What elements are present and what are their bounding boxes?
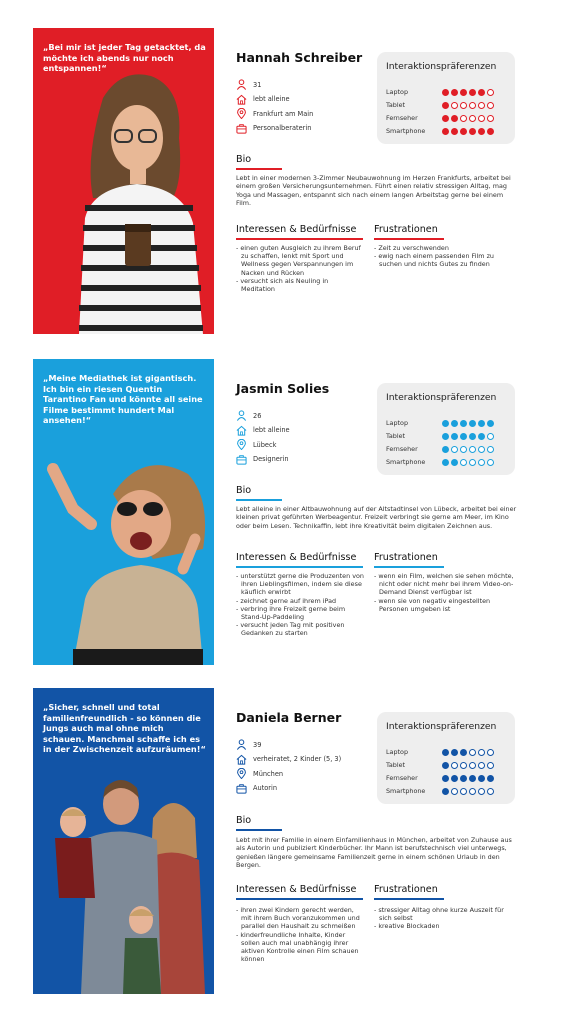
frustration-item: - Zeit zu verschwenden xyxy=(374,244,449,252)
fact-living-value: lebt alleine xyxy=(253,426,290,434)
rating-dot-filled xyxy=(487,775,494,782)
interests-heading: Interessen & Bedürfnisse xyxy=(236,224,357,235)
interests-underline xyxy=(236,898,363,900)
rating-dot-filled xyxy=(460,433,467,440)
briefcase-icon xyxy=(236,783,247,794)
rating-dot-filled xyxy=(442,446,449,453)
interests-list xyxy=(236,572,364,638)
pref-label: Laptop xyxy=(386,88,409,96)
pref-rating xyxy=(442,89,496,96)
rating-dot-filled xyxy=(460,128,467,135)
pref-row xyxy=(386,430,510,442)
fact-job-value: Personalberaterin xyxy=(253,124,312,132)
persona-name: Hannah Schreiber xyxy=(236,50,363,65)
pref-row xyxy=(386,99,510,111)
rating-dot-empty xyxy=(451,788,458,795)
bio-underline xyxy=(236,499,282,501)
rating-dot-empty xyxy=(460,446,467,453)
rating-dot-empty xyxy=(487,762,494,769)
rating-dot-empty xyxy=(460,115,467,122)
fact-job xyxy=(236,453,290,466)
rating-dot-filled xyxy=(451,89,458,96)
briefcase-icon xyxy=(236,123,247,134)
frustrations-list xyxy=(374,572,516,613)
rating-dot-filled xyxy=(460,749,467,756)
rating-dot-empty xyxy=(478,788,485,795)
fact-age xyxy=(236,78,313,91)
rating-dot-filled xyxy=(451,459,458,466)
fact-age-value: 39 xyxy=(253,740,262,749)
fact-living xyxy=(236,93,313,106)
fact-city-value: München xyxy=(253,769,284,778)
interests-underline xyxy=(236,238,363,240)
fact-living-value: verheiratet, 2 Kinder (5, 3) xyxy=(253,755,342,763)
pref-row xyxy=(386,443,510,455)
rating-dot-filled xyxy=(460,775,467,782)
pref-rating xyxy=(442,775,496,782)
pref-label: Laptop xyxy=(386,748,409,756)
persona-quote: „Bei mir ist jeder Tag getacktet, da möchte ich abends nur noch entspannen!“ xyxy=(43,42,206,74)
pref-label: Tablet xyxy=(386,432,406,440)
rating-dot-filled xyxy=(451,115,458,122)
interaction-preferences xyxy=(377,52,515,144)
frustration-item: - wenn sie von negativ eingestellten Personen umgeben ist xyxy=(374,596,491,613)
rating-dot-empty xyxy=(469,788,476,795)
frustration-item: - ewig nach einem passenden Film zu suchen und nichts Gutes zu finden xyxy=(374,252,494,269)
rating-dot-filled xyxy=(442,433,449,440)
interest-item: - versucht sich als Neuling in Meditation xyxy=(236,276,329,294)
frustrations-list xyxy=(374,906,516,931)
house-icon xyxy=(236,94,247,105)
person-icon xyxy=(236,410,247,421)
rating-dot-filled xyxy=(451,128,458,135)
frustrations-heading: Frustrationen xyxy=(374,552,438,563)
interest-item: - ihren zwei Kindern gerecht werden, mit ihrem Buch voranzukommen und parallel den Haushalt zu schmeißen xyxy=(236,906,360,931)
interests-heading: Interessen & Bedürfnisse xyxy=(236,552,357,563)
persona-quote: „Meine Mediathek ist gigantisch. Ich bin ein riesen Quentin Tarantino Fan und könnte all seine Filme bestimmt hundert Mal ansehen!“ xyxy=(43,373,203,426)
pref-rating xyxy=(442,762,496,769)
frustration-item: - stressiger Alltag ohne kurze Auszeit für sich selbst xyxy=(374,906,504,923)
fact-living xyxy=(236,753,341,766)
fact-city xyxy=(236,767,341,780)
pref-rating xyxy=(442,128,496,135)
rating-dot-filled xyxy=(451,420,458,427)
location-pin-icon xyxy=(236,439,247,450)
house-icon xyxy=(236,425,247,436)
pref-label: Tablet xyxy=(386,101,406,109)
pref-label: Smartphone xyxy=(386,458,426,466)
rating-dot-empty xyxy=(478,446,485,453)
pref-row xyxy=(386,417,510,429)
fact-job-value: Autorin xyxy=(253,784,278,792)
pref-label: Fernseher xyxy=(386,445,418,453)
fact-job xyxy=(236,122,313,135)
rating-dot-empty xyxy=(487,89,494,96)
persona-photo xyxy=(33,359,214,665)
fact-age xyxy=(236,738,341,751)
rating-dot-empty xyxy=(460,102,467,109)
bio-text: Lebt in einer modernen 3-Zimmer Neubauwohnung im Herzen Frankfurts, arbeitet bei einem großen Versicherungsunternehmen. Führt einen relativ stressigen Alltag, mag Yoga und Massagen, entspannt sich nach einem langen Arbeitstag gerne bei einem Film. xyxy=(236,174,511,208)
rating-dot-filled xyxy=(442,762,449,769)
pref-row xyxy=(386,759,510,771)
rating-dot-filled xyxy=(478,433,485,440)
bio-text: Lebt alleine in einer Altbauwohnung auf der Altstadtinsel von Lübeck, arbeitet bei einer kleinen privat geführten Werbeagentur. Freizeit verbringt sie gerne am Meer, im Kino oder beim Lesen. Technikaffin, lebt ihre Kreativität beim digitalen Zeichnen aus. xyxy=(236,505,517,530)
frustrations-heading: Frustrationen xyxy=(374,224,438,235)
bio-underline xyxy=(236,168,282,170)
rating-dot-empty xyxy=(469,115,476,122)
rating-dot-empty xyxy=(487,749,494,756)
person-icon xyxy=(236,79,247,90)
interests-list xyxy=(236,906,364,963)
fact-age-value: 26 xyxy=(253,411,262,420)
fact-job xyxy=(236,782,341,795)
rating-dot-filled xyxy=(478,128,485,135)
rating-dot-filled xyxy=(469,420,476,427)
rating-dot-filled xyxy=(460,420,467,427)
frustration-item: - kreative Blockaden xyxy=(374,922,440,931)
rating-dot-empty xyxy=(469,446,476,453)
interests-underline xyxy=(236,566,363,568)
rating-dot-empty xyxy=(487,459,494,466)
pref-label: Fernseher xyxy=(386,774,418,782)
rating-dot-empty xyxy=(487,446,494,453)
rating-dot-filled xyxy=(442,128,449,135)
interest-item: - versucht jeden Tag mit positiven Gedanken zu starten xyxy=(236,621,345,638)
rating-dot-empty xyxy=(469,749,476,756)
interest-item: - verbring ihre Freizeit gerne beim Stand-Up-Paddeling xyxy=(236,604,346,622)
rating-dot-filled xyxy=(442,749,449,756)
persona-name: Daniela Berner xyxy=(236,710,342,725)
rating-dot-filled xyxy=(442,89,449,96)
rating-dot-empty xyxy=(478,749,485,756)
frustrations-underline xyxy=(374,566,444,568)
fact-age-value: 31 xyxy=(253,80,262,89)
pref-label: Tablet xyxy=(386,761,406,769)
rating-dot-filled xyxy=(478,775,485,782)
interest-item: - zeichnet gerne auf ihrem iPad xyxy=(236,596,337,605)
fact-city-value: Lübeck xyxy=(253,440,277,449)
bio-heading: Bio xyxy=(236,485,252,496)
fact-city-value: Frankfurt am Main xyxy=(253,109,314,118)
rating-dot-empty xyxy=(451,102,458,109)
interests-heading: Interessen & Bedürfnisse xyxy=(236,884,357,895)
pref-rating xyxy=(442,459,496,466)
persona-card-hannah xyxy=(0,28,568,338)
frustrations-heading: Frustrationen xyxy=(374,884,438,895)
pref-row xyxy=(386,125,510,137)
pref-label: Fernseher xyxy=(386,114,418,122)
location-pin-icon xyxy=(236,108,247,119)
interest-item: - kinderfreundliche Inhalte, Kinder sollen auch mal unabhängig ihrer aktiven Kontrolle einen Film schauen können xyxy=(236,930,359,964)
pref-rating xyxy=(442,788,496,795)
persona-quote: „Sicher, schnell und total familienfreundlich - so können die Jungs auch mal ohne mich schauen. Manchmal schaffe ich es in der Zwischenzeit aufzuräumen!“ xyxy=(43,702,206,755)
interests-list xyxy=(236,244,364,293)
pref-rating xyxy=(442,420,496,427)
fact-city xyxy=(236,107,313,120)
pref-rating xyxy=(442,446,496,453)
rating-dot-empty xyxy=(478,459,485,466)
rating-dot-empty xyxy=(487,433,494,440)
rating-dot-empty xyxy=(451,762,458,769)
pref-row xyxy=(386,456,510,468)
pref-rating xyxy=(442,749,496,756)
rating-dot-empty xyxy=(469,459,476,466)
rating-dot-empty xyxy=(478,762,485,769)
person-icon xyxy=(236,739,247,750)
interest-item: - einen guten Ausgleich zu ihrem Beruf zu schaffen, lenkt mit Sport und Wellness gegen Verspannungen im Nacken und Rücken xyxy=(236,244,361,277)
fact-city xyxy=(236,438,290,451)
rating-dot-empty xyxy=(478,102,485,109)
frustrations-underline xyxy=(374,238,444,240)
pref-row xyxy=(386,112,510,124)
rating-dot-filled xyxy=(478,89,485,96)
rating-dot-filled xyxy=(451,433,458,440)
persona-facts xyxy=(236,409,290,467)
pref-title: Interaktionspräferenzen xyxy=(386,721,497,732)
rating-dot-filled xyxy=(451,749,458,756)
bio-heading: Bio xyxy=(236,815,252,826)
persona-photo xyxy=(33,688,214,994)
persona-facts xyxy=(236,78,313,136)
rating-dot-filled xyxy=(442,788,449,795)
rating-dot-filled xyxy=(487,128,494,135)
rating-dot-filled xyxy=(487,420,494,427)
fact-living-value: lebt alleine xyxy=(253,95,290,103)
rating-dot-filled xyxy=(460,89,467,96)
rating-dot-filled xyxy=(469,433,476,440)
rating-dot-empty xyxy=(451,446,458,453)
rating-dot-empty xyxy=(487,788,494,795)
rating-dot-empty xyxy=(487,102,494,109)
rating-dot-empty xyxy=(460,762,467,769)
fact-living xyxy=(236,424,290,437)
rating-dot-empty xyxy=(478,115,485,122)
rating-dot-filled xyxy=(442,115,449,122)
persona-name: Jasmin Solies xyxy=(236,381,330,396)
house-icon xyxy=(236,754,247,765)
fact-job-value: Designerin xyxy=(253,455,289,463)
interaction-preferences xyxy=(377,712,515,804)
interest-item: - unterstützt gerne die Produzenten von ihren Lieblingsfilmen, indem sie diese käuflich erwirbt xyxy=(236,572,364,597)
rating-dot-empty xyxy=(487,115,494,122)
pref-label: Smartphone xyxy=(386,127,426,135)
rating-dot-filled xyxy=(469,128,476,135)
pref-row xyxy=(386,746,510,758)
pref-row xyxy=(386,86,510,98)
rating-dot-empty xyxy=(460,459,467,466)
pref-row xyxy=(386,772,510,784)
pref-label: Laptop xyxy=(386,419,409,427)
rating-dot-filled xyxy=(442,459,449,466)
rating-dot-filled xyxy=(469,775,476,782)
bio-text: Lebt mit ihrer Familie in einem Einfamilienhaus in München, arbeitet von Zuhause aus als Autorin und publiziert Kinderbücher. Ihr Mann ist berufstechnisch viel unterwegs, genießen längere gemeinsame Familienzeit gerne in einem schönen Urlaub in den Bergen. xyxy=(236,836,512,870)
frustrations-list xyxy=(374,244,516,269)
briefcase-icon xyxy=(236,454,247,465)
pref-title: Interaktionspräferenzen xyxy=(386,392,497,403)
pref-rating xyxy=(442,102,496,109)
location-pin-icon xyxy=(236,768,247,779)
rating-dot-filled xyxy=(451,775,458,782)
persona-card-daniela xyxy=(0,688,568,998)
rating-dot-filled xyxy=(442,775,449,782)
rating-dot-filled xyxy=(442,102,449,109)
rating-dot-empty xyxy=(469,762,476,769)
bio-underline xyxy=(236,829,282,831)
pref-row xyxy=(386,785,510,797)
rating-dot-filled xyxy=(478,420,485,427)
rating-dot-filled xyxy=(469,89,476,96)
persona-facts xyxy=(236,738,341,796)
pref-rating xyxy=(442,433,496,440)
rating-dot-filled xyxy=(442,420,449,427)
rating-dot-empty xyxy=(460,788,467,795)
interaction-preferences xyxy=(377,383,515,475)
pref-title: Interaktionspräferenzen xyxy=(386,61,497,72)
bio-heading: Bio xyxy=(236,154,252,165)
rating-dot-empty xyxy=(469,102,476,109)
fact-age xyxy=(236,409,290,422)
persona-card-jasmin xyxy=(0,359,568,669)
persona-photo xyxy=(33,28,214,334)
persona-portrait-illustration xyxy=(33,28,214,334)
frustrations-underline xyxy=(374,898,444,900)
frustration-item: - wenn ein Film, welchen sie sehen möchte, nicht oder nicht mehr bei ihrem Video-on-Demand Dienst verfügbar ist xyxy=(374,572,514,597)
pref-rating xyxy=(442,115,496,122)
pref-label: Smartphone xyxy=(386,787,426,795)
